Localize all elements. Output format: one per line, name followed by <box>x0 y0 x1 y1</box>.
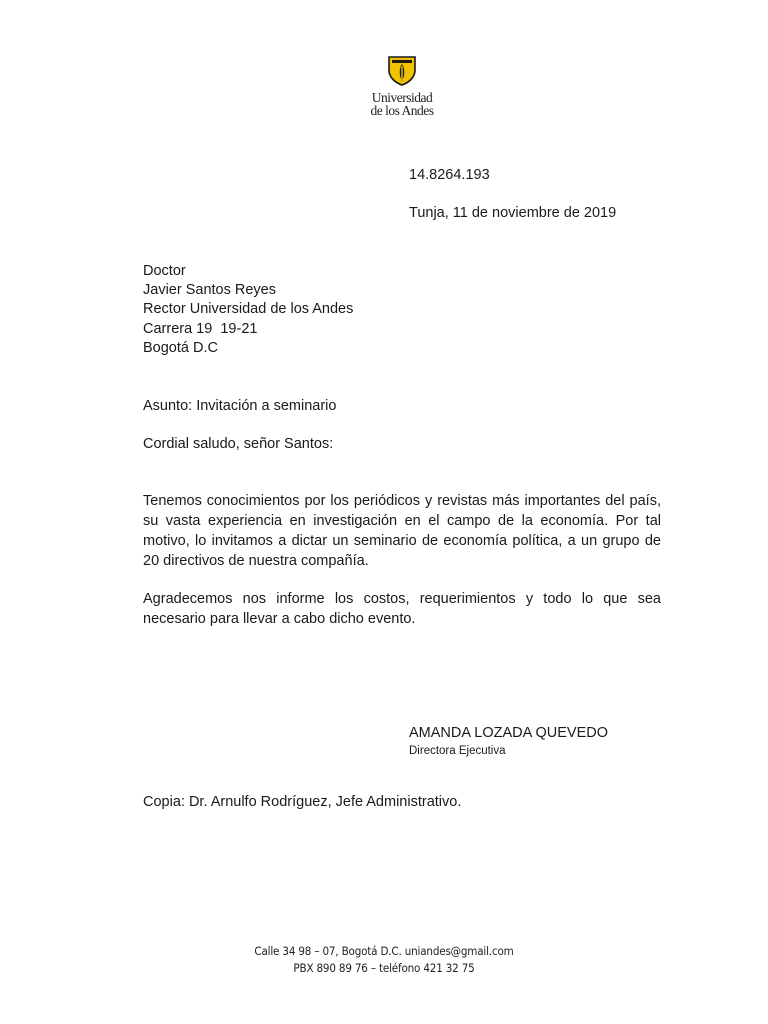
recipient-address: Carrera 19 19-21 <box>143 321 258 337</box>
recipient-city: Bogotá D.C <box>143 340 218 356</box>
place-date: Tunja, 11 de noviembre de 2019 <box>409 205 617 221</box>
university-logo <box>360 56 444 120</box>
body-paragraph-1: Tenemos conocimientos por los periódicos y revistas más importantes del país, su vasta experiencia en investigación en el campo de la economía. Por tal motivo, lo invitamos a dictar un seminario de economía política, a un grupo de 20 directivos de nuestra compañía. <box>143 493 661 569</box>
recipient-title: Doctor <box>143 263 186 279</box>
body-paragraph-2: Agradecemos nos informe los costos, requerimientos y todo lo que sea necesario para llevar a cabo dicho evento. <box>143 591 661 627</box>
signature-name: AMANDA LOZADA QUEVEDO <box>409 725 609 741</box>
logo-text-line1: Universidad <box>371 90 433 105</box>
recipient-position: Rector Universidad de los Andes <box>143 301 354 317</box>
greeting: Cordial saludo, señor Santos: <box>143 436 334 452</box>
recipient-name: Javier Santos Reyes <box>143 282 276 298</box>
subject-line: Asunto: Invitación a seminario <box>143 398 337 414</box>
shield-logo-icon <box>388 56 416 86</box>
signature-role: Directora Ejecutiva <box>409 745 506 757</box>
logo-text-line2: de los Andes <box>370 103 434 118</box>
reference-number: 14.8264.193 <box>409 167 490 183</box>
footer-address: Calle 34 98 – 07, Bogotá D.C. uniandes@gmail.com <box>254 945 514 958</box>
footer-phone: PBX 890 89 76 – teléfono 421 32 75 <box>293 962 475 975</box>
copy-line: Copia: Dr. Arnulfo Rodríguez, Jefe Administrativo. <box>143 794 462 810</box>
